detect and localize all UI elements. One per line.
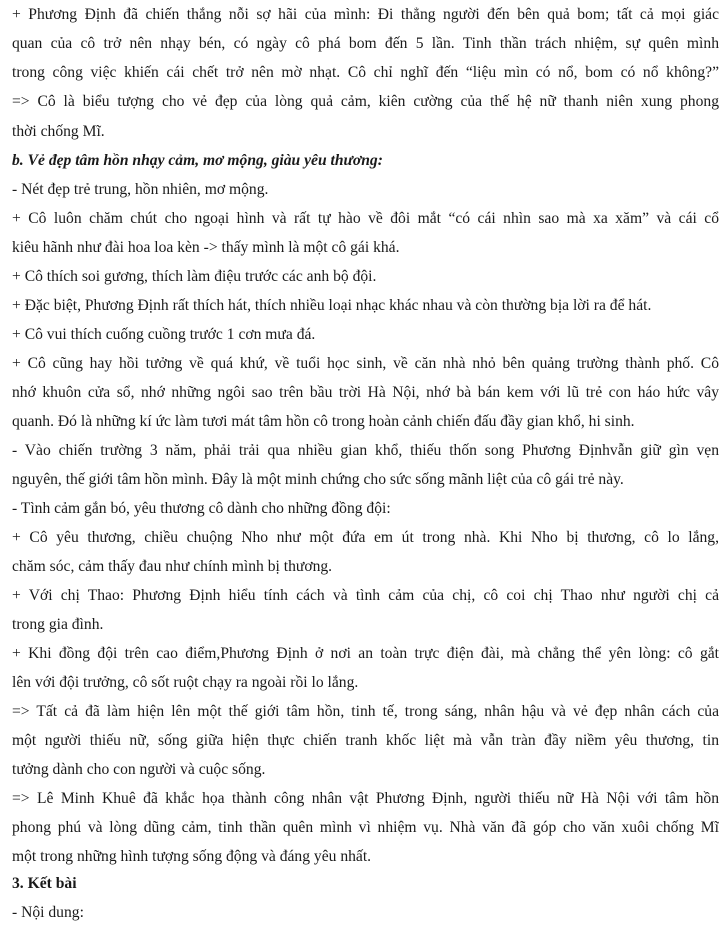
text-line: + Với chị Thao: Phương Định hiểu tính cách và tình cảm của chị, cô coi chị Thao như người chị cả: [12, 587, 719, 604]
text-line: + Khi đồng đội trên cao điểm,Phương Định ở nơi an toàn trực điện đài, mà chẳng thể yên lòng: cô gắt: [12, 645, 719, 662]
text-line: thời chống Mĩ.: [12, 123, 105, 140]
text-line: kiêu hãnh như đài hoa loa kèn -> thấy mình là một cô gái khá.: [12, 239, 400, 256]
text-line: lên với đội trưởng, cô sốt ruột chạy ra ngoài rồi lo lắng.: [12, 674, 359, 691]
text-line: => Lê Minh Khuê đã khắc họa thành công nhân vật Phương Định, người thiếu nữ Hà Nội với tâm hồn: [12, 790, 719, 807]
text-line: quan của cô trở nên nhạy bén, có ngày cô phá bom đến 5 lần. Tinh thần trách nhiệm, sự quên mình: [12, 35, 719, 52]
text-line: + Cô luôn chăm chút cho ngoại hình và rất tự hào về đôi mắt “có cái nhìn sao mà xa xăm” và cái cổ: [12, 210, 719, 227]
text-line: - Nét đẹp trẻ trung, hồn nhiên, mơ mộng.: [12, 181, 269, 198]
text-line: - Vào chiến trường 3 năm, phải trải qua nhiều gian khổ, thiếu thốn song Phương Địnhvẫn giữ gìn vẹn: [12, 442, 719, 459]
text-line: một người thiếu nữ, sống giữa hiện thực chiến tranh khốc liệt mà vẫn tràn đầy niềm yêu thương, tin: [12, 732, 719, 749]
text-line: => Tất cả đã làm hiện lên một thế giới tâm hồn, tinh tế, trong sáng, nhân hậu và vẻ đẹp nhân cách của: [12, 703, 719, 720]
text-line: - Nội dung:: [12, 904, 84, 921]
text-line: nhớ khuôn cửa sổ, nhớ những ngôi sao trên bầu trời Hà Nội, nhớ bà bán kem với lũ trẻ con háo hức vây: [12, 384, 719, 401]
text-line: => Cô là biểu tượng cho vẻ đẹp của lòng quả cảm, kiên cường của thế hệ nữ thanh niên xung phong: [12, 93, 719, 110]
text-line: + Cô thích soi gương, thích làm điệu trước các anh bộ đội.: [12, 268, 377, 285]
text-line: quanh. Đó là những kí ức làm tươi mát tâm hồn cô trong hoàn cảnh chiến đấu đầy gian khổ, hi sinh.: [12, 413, 635, 430]
text-line: tưởng dành cho con người và cuộc sống.: [12, 761, 266, 778]
text-line: một trong những hình tượng sống động và đáng yêu nhất.: [12, 848, 372, 865]
text-line: + Cô cũng hay hồi tưởng về quá khứ, về tuổi học sinh, về căn nhà nhỏ bên quảng trường thành phố. Cô: [12, 355, 719, 372]
text-line: nguyên, thế giới tâm hồn mình. Đây là một minh chứng cho sức sống mãnh liệt của cô gái trẻ này.: [12, 471, 624, 488]
section-heading: 3. Kết bài: [12, 875, 77, 892]
text-line: - Tình cảm gắn bó, yêu thương cô dành cho những đồng đội:: [12, 500, 391, 517]
text-line: + Phương Định đã chiến thắng nỗi sợ hãi của mình: Đi thẳng người đến bên quả bom; tất cả mọi giác: [12, 6, 719, 23]
text-line: chăm sóc, cảm thấy đau như chính mình bị thương.: [12, 558, 333, 575]
text-line: + Cô yêu thương, chiều chuộng Nho như một đứa em út trong nhà. Khi Nho bị thương, cô lo lắng,: [12, 529, 719, 546]
text-line: trong công việc khiến cái chết trở nên mờ nhạt. Cô chỉ nghĩ đến “liệu mìn có nổ, bom có nổ không?”: [12, 64, 719, 81]
text-line: + Đặc biệt, Phương Định rất thích hát, thích nhiều loại nhạc khác nhau và còn thường bịa lời ra để hát.: [12, 297, 652, 314]
section-heading: b. Vẻ đẹp tâm hồn nhạy cảm, mơ mộng, giàu yêu thương:: [12, 152, 383, 169]
text-line: + Cô vui thích cuống cuồng trước 1 cơn mưa đá.: [12, 326, 316, 343]
text-line: trong gia đình.: [12, 616, 104, 633]
text-line: phong phú và lòng dũng cảm, tinh thần quên mình vì nhiệm vụ. Nhà văn đã góp cho văn xuôi chống Mĩ: [12, 819, 719, 836]
